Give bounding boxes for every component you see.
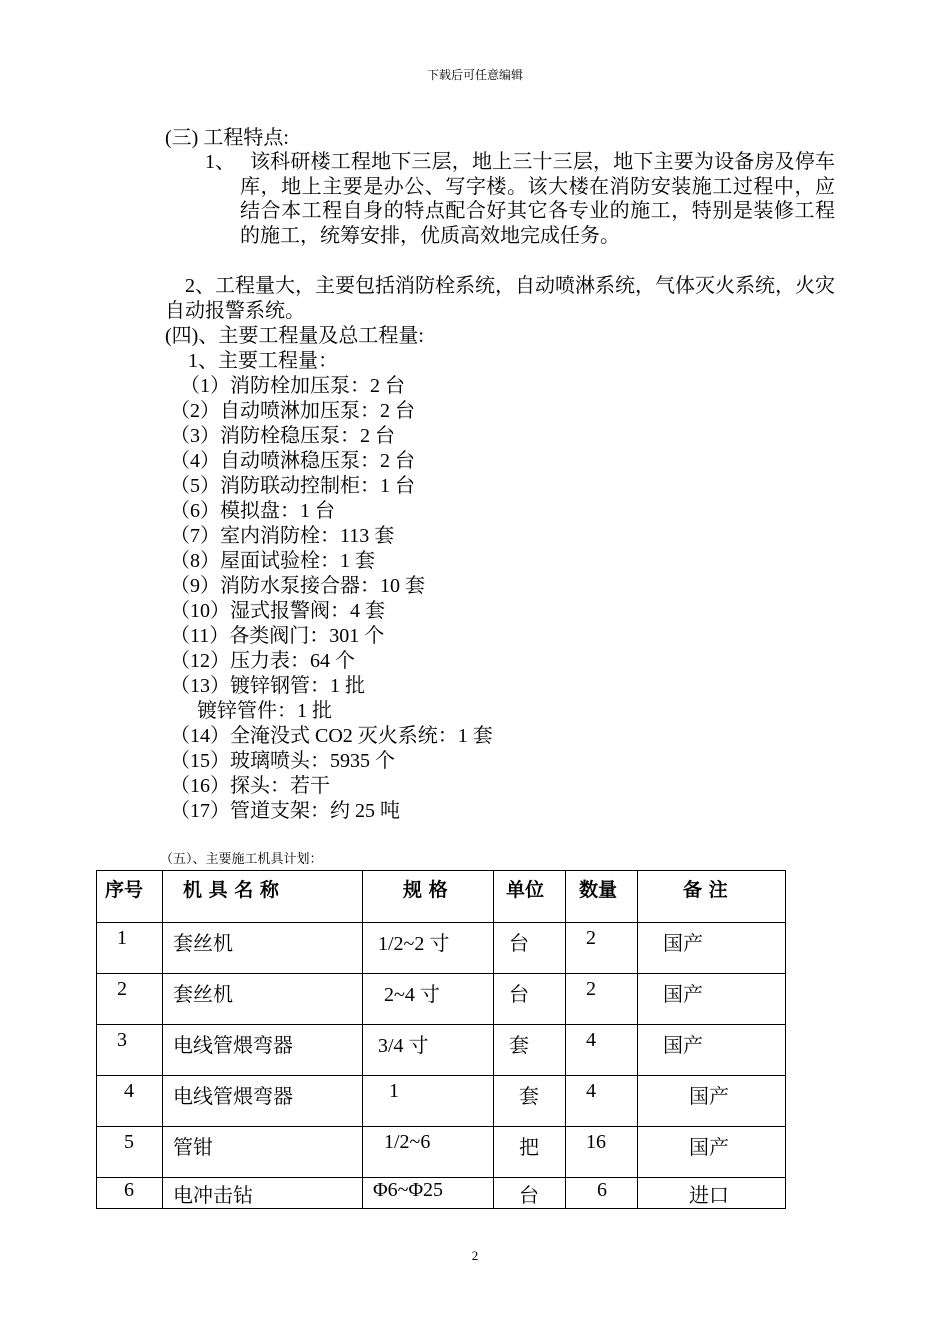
table-cell: 1/2~6 [363,1127,494,1178]
list-item: （3）消防栓稳压泵：2 台 [170,425,395,447]
table-cell: 进口 [638,1178,786,1209]
list-item: （15）玻璃喷头：5935 个 [170,750,395,772]
table-cell: 台 [494,974,566,1025]
list-item: （6）模拟盘：1 台 [170,500,335,522]
list-item: （16）探头：若干 [170,775,330,797]
table-cell: 电冲击钻 [163,1178,363,1209]
list-number: 1、 [205,151,235,173]
section-4-title: (四)、主要工程量及总工程量: [165,325,424,347]
table-header-row [97,871,786,923]
table-cell: 国产 [638,1127,786,1178]
list-item: （2）自动喷淋加压泵：2 台 [170,400,415,422]
table-cell: 国产 [638,1025,786,1076]
table-cell: 4 [566,1076,638,1127]
table-cell: 6 [97,1178,163,1209]
table-cell: 2 [566,923,638,974]
table-row [97,1178,786,1209]
table-cell: 管钳 [163,1127,363,1178]
table-cell: 套丝机 [163,923,363,974]
header-cell-quantity: 数量 [566,871,638,923]
table-row [97,1076,786,1127]
table-cell: 国产 [638,974,786,1025]
table-cell: 2 [566,974,638,1025]
list-item: （12）压力表：64 个 [170,650,355,672]
table-cell: 国产 [638,1076,786,1127]
table-cell: 1 [363,1076,494,1127]
table-cell: 2~4 寸 [363,974,494,1025]
table-cell: 套 [494,1076,566,1127]
table-cell: 3/4 寸 [363,1025,494,1076]
table-row [97,974,786,1025]
section-3-item-1: 该科研楼工程地下三层，地上三十三层，地下主要为设备房及停车库，地上主要是办公、写字楼。该大楼在消防安装施工过程中，应结合本工程自身的特点配合好其它各专业的施工，特别是装修工程的施工，统筹安排，优质高效地完成任务。 [240,151,835,247]
table-cell: 把 [494,1127,566,1178]
list-item: （13）镀锌钢管：1 批 [170,675,365,697]
header-cell-remark: 备 注 [638,871,786,923]
equipment-table [96,870,786,1209]
table-cell: 国产 [638,923,786,974]
table-cell: 3 [97,1025,163,1076]
section-3-item-2: 2、工程量大，主要包括消防栓系统，自动喷淋系统，气体灭火系统，火灾自动报警系统。 [165,275,835,322]
section-5-title: （五）、主要施工机具计划： [160,851,323,866]
page-number: 2 [471,1248,479,1263]
list-item: （8）屋面试验栓：1 套 [170,550,375,572]
table-row [97,1025,786,1076]
header-cell-index: 序号 [97,871,163,923]
table-cell: 5 [97,1127,163,1178]
table-cell: 套丝机 [163,974,363,1025]
table-row [97,1127,786,1178]
table-cell: 4 [566,1025,638,1076]
table-cell: 套 [494,1025,566,1076]
header-cell-spec: 规 格 [363,871,494,923]
list-item: （4）自动喷淋稳压泵：2 台 [170,450,415,472]
list-item: （9）消防水泵接合器：10 套 [170,575,425,597]
section-4-subtitle: 1、主要工程量： [188,350,338,372]
table-cell: 2 [97,974,163,1025]
section-3-title: (三) 工程特点: [165,127,289,149]
table-cell: 电线管煨弯器 [163,1025,363,1076]
table-row [97,923,786,974]
table-cell: 1 [97,923,163,974]
header-cell-unit: 单位 [494,871,566,923]
table-cell: 台 [494,923,566,974]
table-cell: 1/2~2 寸 [363,923,494,974]
table-cell: 电线管煨弯器 [163,1076,363,1127]
header-cell-name: 机 具 名 称 [163,871,363,923]
list-item: （14）全淹没式 CO2 灭火系统：1 套 [170,725,493,747]
list-item: （17）管道支架：约 25 吨 [170,800,400,822]
table-cell: 16 [566,1127,638,1178]
list-item: （7）室内消防栓：113 套 [170,525,395,547]
table-cell: 6 [566,1178,638,1209]
list-item: （1）消防栓加压泵：2 台 [180,375,405,397]
list-item: （11）各类阀门：301 个 [170,625,385,647]
table-cell: 台 [494,1178,566,1209]
list-item: （5）消防联动控制柜：1 台 [170,475,415,497]
page-header: 下载后可任意编辑 [426,68,523,82]
table-cell: 4 [97,1076,163,1127]
table-cell: Φ6~Φ25 [363,1178,494,1209]
list-item: （10）湿式报警阀：4 套 [170,600,385,622]
list-item: 镀锌管件：1 批 [197,700,332,722]
